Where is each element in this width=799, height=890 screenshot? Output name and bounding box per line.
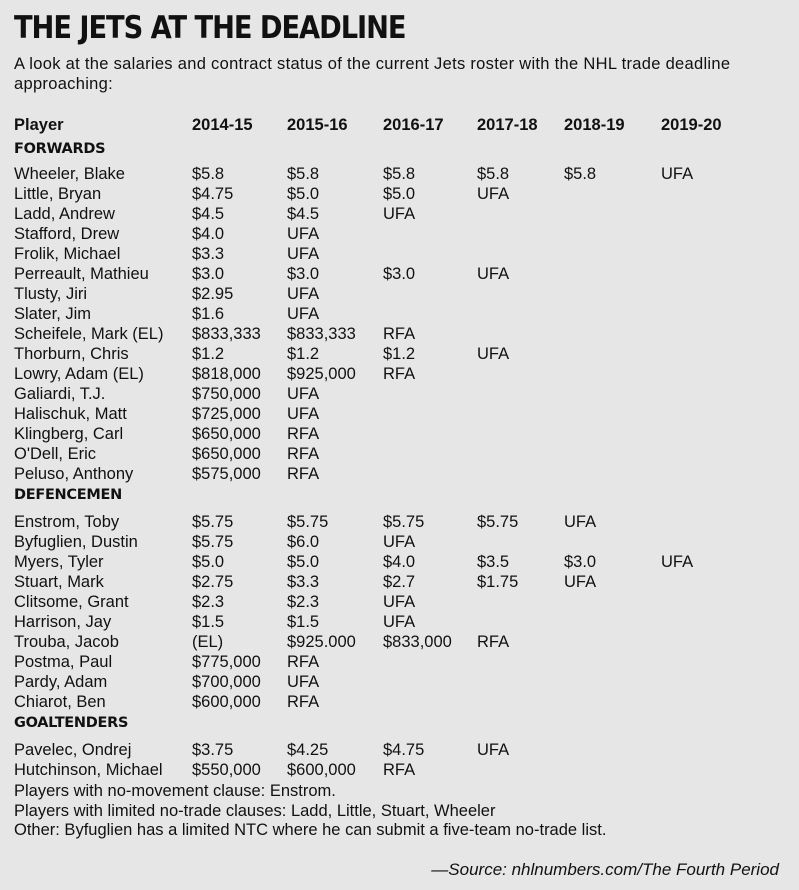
column-header: 2016-17 — [383, 116, 444, 134]
note-line: Players with limited no-trade clauses: Ladd, Little, Stuart, Wheeler — [14, 801, 496, 820]
column-header: 2014-15 — [192, 116, 253, 134]
column-header: 2015-16 — [287, 116, 348, 134]
table-row — [14, 384, 794, 404]
salary-cell: $5.0 — [192, 553, 225, 571]
salary-cell: $4.0 — [383, 553, 416, 571]
section-label: DEFENCEMEN — [14, 487, 122, 503]
salary-cell: UFA — [477, 185, 510, 203]
table-row — [14, 344, 794, 364]
salary-cell: UFA — [287, 673, 320, 691]
salary-cell: $5.0 — [383, 185, 416, 203]
notes — [14, 782, 606, 841]
player-name: Klingberg, Carl — [14, 425, 124, 443]
salary-cell: $6.0 — [287, 533, 320, 551]
player-name: Stuart, Mark — [14, 573, 104, 591]
salary-cell: $575,000 — [192, 465, 261, 483]
salary-cell: $3.0 — [564, 553, 597, 571]
table-row — [14, 632, 794, 652]
salary-cell: $1.2 — [192, 345, 225, 363]
salary-cell: $3.0 — [287, 265, 320, 283]
salary-cell: $4.75 — [192, 185, 234, 203]
section-heading — [14, 712, 794, 740]
salary-cell: UFA — [287, 305, 320, 323]
salary-cell: $4.25 — [287, 741, 329, 759]
player-name: Harrison, Jay — [14, 613, 112, 631]
player-name: Lowry, Adam (EL) — [14, 365, 144, 383]
table-row — [14, 572, 794, 592]
page-title: THE JETS AT THE DEADLINE — [14, 10, 406, 46]
source-credit: —Source: nhlnumbers.com/The Fourth Period — [431, 860, 779, 879]
salary-cell: $3.0 — [192, 265, 225, 283]
table-row — [14, 592, 794, 612]
salary-cell: $3.75 — [192, 741, 234, 759]
salary-cell: UFA — [287, 385, 320, 403]
salary-cell: $4.5 — [192, 205, 225, 223]
salary-cell: UFA — [383, 593, 416, 611]
salary-cell: RFA — [287, 465, 320, 483]
salary-cell: $5.75 — [192, 533, 234, 551]
salary-cell: $1.2 — [287, 345, 320, 363]
player-name: Tlusty, Jiri — [14, 285, 88, 303]
table-row — [14, 760, 794, 780]
player-name: Postma, Paul — [14, 653, 113, 671]
table-row — [14, 264, 794, 284]
table-row — [14, 324, 794, 344]
salary-cell: (EL) — [192, 633, 224, 651]
salary-cell: $600,000 — [192, 693, 261, 711]
salary-cell: RFA — [287, 693, 320, 711]
salary-cell: RFA — [383, 761, 416, 779]
note-line: Other: Byfuglien has a limited NTC where he can submit a five-team no-trade list. — [14, 821, 607, 839]
table-row — [14, 304, 794, 324]
player-name: Perreault, Mathieu — [14, 265, 149, 283]
salary-cell: $5.8 — [477, 165, 510, 183]
salary-cell: $1.2 — [383, 345, 416, 363]
table-row — [14, 404, 794, 424]
salary-cell: $5.75 — [383, 513, 425, 531]
table-row — [14, 164, 794, 184]
salary-cell: $2.3 — [287, 593, 320, 611]
salary-cell: $5.8 — [192, 165, 225, 183]
player-name: Trouba, Jacob — [14, 633, 119, 651]
player-name: Scheifele, Mark (EL) — [14, 325, 164, 343]
section-label: GOALTENDERS — [14, 715, 129, 731]
table-row — [14, 224, 794, 244]
column-header: 2017-18 — [477, 116, 538, 134]
table-row — [14, 284, 794, 304]
table-row — [14, 612, 794, 632]
player-name: Enstrom, Toby — [14, 513, 120, 531]
player-name: Pardy, Adam — [14, 673, 108, 691]
table-row — [14, 204, 794, 224]
salary-cell: RFA — [477, 633, 510, 651]
note-line: Players with no-movement clause: Enstrom. — [14, 782, 336, 800]
salary-cell: $5.0 — [287, 185, 320, 203]
salary-cell: UFA — [287, 245, 320, 263]
salary-cell: $5.75 — [192, 513, 234, 531]
salary-cell: $1.6 — [192, 305, 225, 323]
salary-cell: $550,000 — [192, 761, 261, 779]
salary-cell: UFA — [383, 205, 416, 223]
player-name: Chiarot, Ben — [14, 693, 106, 711]
column-header: Player — [14, 116, 64, 134]
salary-cell: RFA — [287, 425, 320, 443]
salary-cell: $2.95 — [192, 285, 234, 303]
player-name: Wheeler, Blake — [14, 165, 125, 183]
section-heading — [14, 138, 794, 164]
salary-cell: $700,000 — [192, 673, 261, 691]
table-row — [14, 692, 794, 712]
salary-cell: $750,000 — [192, 385, 261, 403]
salary-cell: UFA — [287, 225, 320, 243]
salary-cell: RFA — [383, 365, 416, 383]
salary-cell: $2.7 — [383, 573, 416, 591]
salary-cell: $833,333 — [287, 325, 356, 343]
table-row — [14, 652, 794, 672]
section-label: FORWARDS — [14, 141, 106, 157]
salary-cell: $775,000 — [192, 653, 261, 671]
table-row — [14, 244, 794, 264]
player-name: Hutchinson, Michael — [14, 761, 163, 779]
player-name: Thorburn, Chris — [14, 345, 129, 363]
salary-cell: $925,000 — [287, 365, 356, 383]
section-heading — [14, 484, 794, 512]
player-name: Ladd, Andrew — [14, 205, 115, 223]
column-header: 2019-20 — [661, 116, 722, 134]
salary-cell: RFA — [287, 445, 320, 463]
table-row — [14, 512, 794, 532]
player-name: Galiardi, T.J. — [14, 385, 106, 403]
player-name: Peluso, Anthony — [14, 465, 134, 483]
player-name: Slater, Jim — [14, 305, 92, 323]
salary-cell: $3.0 — [383, 265, 416, 283]
salary-cell: UFA — [383, 533, 416, 551]
player-name: O'Dell, Eric — [14, 445, 96, 463]
salary-cell: $5.8 — [383, 165, 416, 183]
salary-cell: $3.5 — [477, 553, 510, 571]
salary-cell: UFA — [564, 573, 597, 591]
table-row — [14, 464, 794, 484]
table-row — [14, 424, 794, 444]
salary-cell: $1.5 — [287, 613, 320, 631]
salary-cell: $833,000 — [383, 633, 452, 651]
salary-cell: $5.8 — [287, 165, 320, 183]
salary-cell: $1.5 — [192, 613, 225, 631]
player-name: Pavelec, Ondrej — [14, 741, 132, 759]
salary-cell: $3.3 — [192, 245, 225, 263]
salary-cell: $725,000 — [192, 405, 261, 423]
salary-cell: $5.8 — [564, 165, 597, 183]
table-row — [14, 740, 794, 760]
salary-table — [14, 112, 794, 780]
salary-cell: $600,000 — [287, 761, 356, 779]
table-row — [14, 184, 794, 204]
salary-cell: $925.000 — [287, 633, 356, 651]
salary-cell: RFA — [287, 653, 320, 671]
salary-cell: $3.3 — [287, 573, 320, 591]
salary-cell: $5.75 — [477, 513, 519, 531]
salary-cell: UFA — [477, 741, 510, 759]
salary-cell: UFA — [287, 405, 320, 423]
salary-cell: UFA — [477, 265, 510, 283]
salary-cell: $5.0 — [287, 553, 320, 571]
player-name: Halischuk, Matt — [14, 405, 127, 423]
table-row — [14, 552, 794, 572]
salary-cell: $4.5 — [287, 205, 320, 223]
player-name: Clitsome, Grant — [14, 593, 129, 611]
player-name: Myers, Tyler — [14, 553, 104, 571]
salary-cell: $818,000 — [192, 365, 261, 383]
salary-cell: UFA — [661, 165, 694, 183]
salary-cell: $5.75 — [287, 513, 329, 531]
table-row — [14, 364, 794, 384]
salary-cell: $4.0 — [192, 225, 225, 243]
salary-cell: RFA — [383, 325, 416, 343]
salary-cell: UFA — [477, 345, 510, 363]
salary-cell: UFA — [287, 285, 320, 303]
player-name: Little, Bryan — [14, 185, 102, 203]
salary-cell: $1.75 — [477, 573, 519, 591]
salary-cell: $2.3 — [192, 593, 225, 611]
salary-cell: $650,000 — [192, 445, 261, 463]
table-row — [14, 532, 794, 552]
table-row — [14, 672, 794, 692]
player-name: Frolik, Michael — [14, 245, 121, 263]
salary-cell: $4.75 — [383, 741, 425, 759]
salary-cell: UFA — [383, 613, 416, 631]
intro-text: A look at the salaries and contract status of the current Jets roster with the NHL trade deadline approaching: — [14, 55, 731, 93]
salary-cell: UFA — [564, 513, 597, 531]
player-name: Byfuglien, Dustin — [14, 533, 138, 551]
salary-cell: $833,333 — [192, 325, 261, 343]
table-row — [14, 444, 794, 464]
player-name: Stafford, Drew — [14, 225, 120, 243]
column-header: 2018-19 — [564, 116, 625, 134]
table-header — [14, 112, 794, 138]
salary-cell: UFA — [661, 553, 694, 571]
salary-cell: $2.75 — [192, 573, 234, 591]
salary-cell: $650,000 — [192, 425, 261, 443]
